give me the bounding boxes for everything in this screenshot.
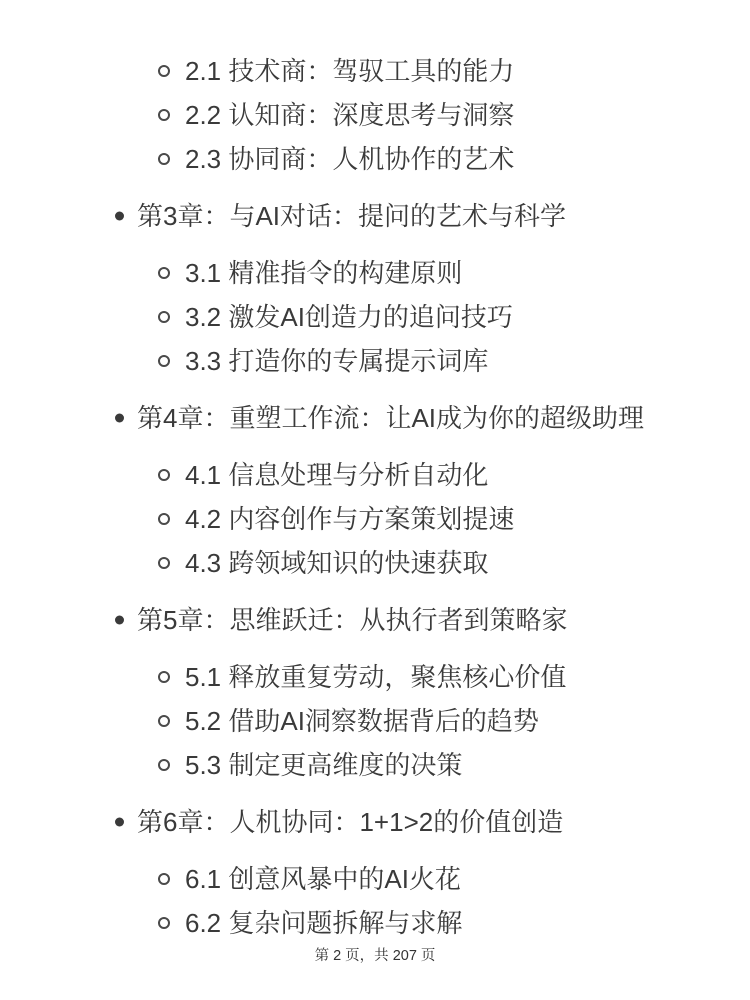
toc-chapter-item (0, 396, 750, 440)
toc-section-item (0, 901, 750, 945)
toc-section-item (0, 49, 750, 93)
toc-item-text: 第6章：人机协同：1+1>2的价值创造 (137, 807, 564, 837)
toc-section-item (0, 251, 750, 295)
toc-subsection-group (0, 453, 750, 585)
toc-section-item (0, 857, 750, 901)
toc-item-text: 第5章：思维跃迁：从执行者到策略家 (137, 605, 568, 635)
toc-item-text: 第3章：与AI对话：提问的艺术与科学 (137, 201, 567, 231)
toc-section-item (0, 137, 750, 181)
toc-item-text: 3.1 精准指令的构建原则 (185, 258, 463, 288)
toc-item-text: 3.2 激发AI创造力的追问技巧 (185, 302, 513, 332)
toc-item-text: 6.2 复杂问题拆解与求解 (185, 908, 463, 938)
toc-item-text: 2.1 技术商：驾驭工具的能力 (185, 56, 515, 86)
bullet-circle-icon (158, 267, 170, 279)
toc-item-text: 6.1 创意风暴中的AI火花 (185, 864, 461, 894)
toc-subsection-group (0, 49, 750, 181)
toc-section-item (0, 541, 750, 585)
toc-item-text: 5.1 释放重复劳动，聚焦核心价值 (185, 662, 567, 692)
bullet-circle-icon (158, 715, 170, 727)
toc-subsection-group (0, 655, 750, 787)
bullet-circle-icon (158, 469, 170, 481)
bullet-circle-icon (158, 153, 170, 165)
toc-item-text: 2.3 协同商：人机协作的艺术 (185, 144, 515, 174)
bullet-circle-icon (158, 513, 170, 525)
toc-item-text: 4.3 跨领域知识的快速获取 (185, 548, 489, 578)
toc-item-text: 5.3 制定更高维度的决策 (185, 750, 463, 780)
toc-section-item (0, 497, 750, 541)
bullet-disc-icon (115, 414, 124, 423)
bullet-circle-icon (158, 311, 170, 323)
toc-section-item (0, 339, 750, 383)
bullet-circle-icon (158, 65, 170, 77)
toc-section-item (0, 743, 750, 787)
bullet-circle-icon (158, 671, 170, 683)
toc-item-text: 2.2 认知商：深度思考与洞察 (185, 100, 515, 130)
toc-subsection-group (0, 251, 750, 383)
bullet-circle-icon (158, 917, 170, 929)
bullet-disc-icon (115, 212, 124, 221)
bullet-circle-icon (158, 759, 170, 771)
toc-chapter-item (0, 598, 750, 642)
toc-section-item (0, 655, 750, 699)
toc-chapter-item (0, 194, 750, 238)
bullet-circle-icon (158, 109, 170, 121)
bullet-circle-icon (158, 355, 170, 367)
toc-section-item (0, 295, 750, 339)
toc-section-item (0, 453, 750, 497)
page-number-indicator: 第 2 页，共 207 页 (314, 948, 436, 964)
bullet-circle-icon (158, 873, 170, 885)
toc-item-text: 5.2 借助AI洞察数据背后的趋势 (185, 706, 539, 736)
toc-item-text: 3.3 打造你的专属提示词库 (185, 346, 489, 376)
bullet-disc-icon (115, 616, 124, 625)
toc-subsection-group (0, 857, 750, 945)
toc-chapter-item (0, 800, 750, 844)
toc-item-text: 4.2 内容创作与方案策划提速 (185, 504, 515, 534)
bullet-disc-icon (115, 818, 124, 827)
bullet-circle-icon (158, 557, 170, 569)
toc-section-item (0, 93, 750, 137)
toc-item-text: 第4章：重塑工作流：让AI成为你的超级助理 (137, 403, 645, 433)
toc-section-item (0, 699, 750, 743)
toc-item-text: 4.1 信息处理与分析自动化 (185, 460, 489, 490)
